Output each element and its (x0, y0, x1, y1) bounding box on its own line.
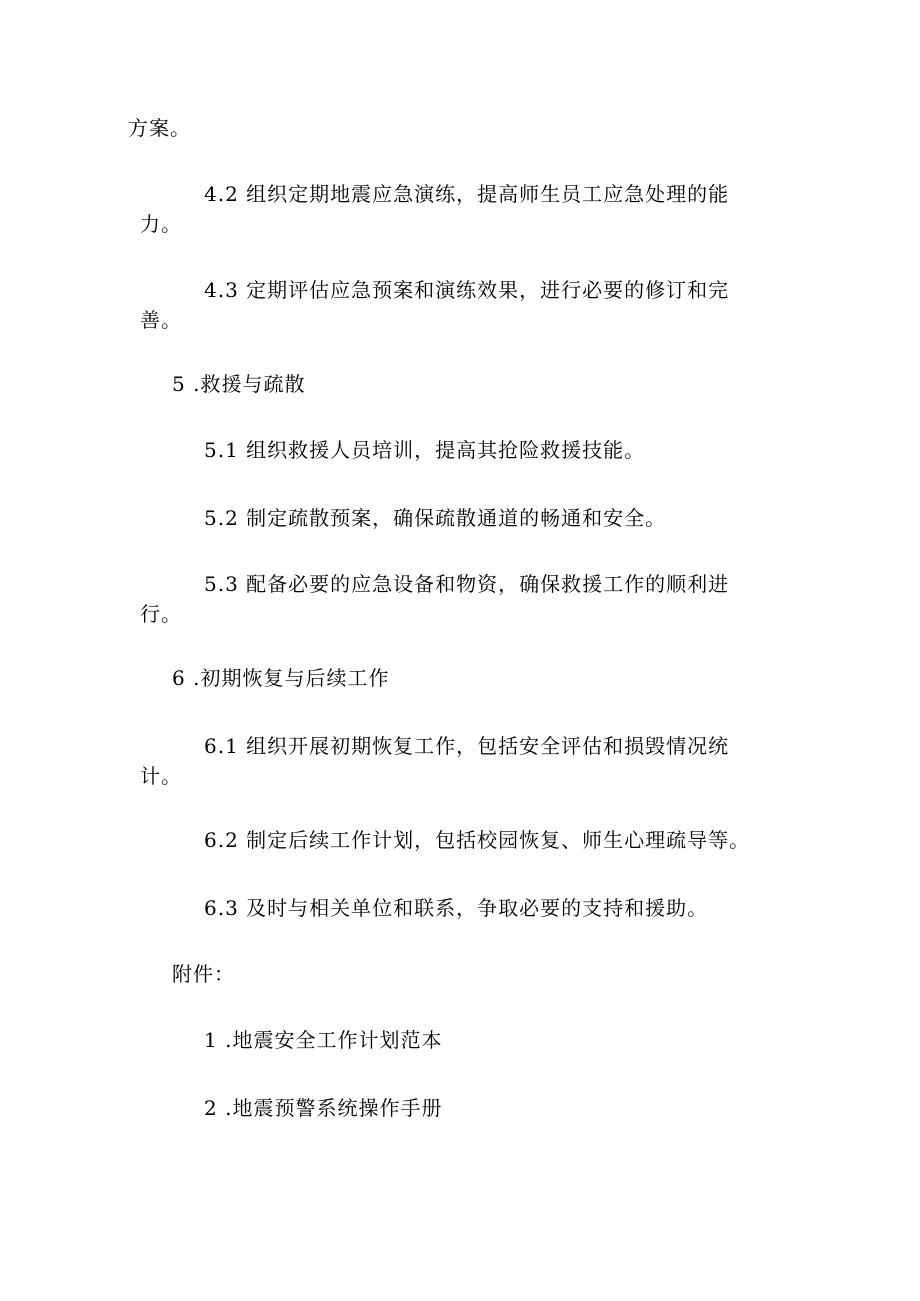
paragraph-4-2-line-1: 4.2 组织定期地震应急演练，提高师生员工应急处理的能 (204, 182, 730, 206)
paragraph-5-2: 5.2 制定疏散预案，确保疏散通道的畅通和安全。 (204, 506, 667, 530)
paragraph-4-3-line-2: 善。 (140, 308, 182, 332)
section-heading-6: 6 .初期恢复与后续工作 (172, 666, 390, 690)
paragraph-5-3-line-1: 5.3 配备必要的应急设备和物资，确保救援工作的顺利进 (204, 572, 730, 596)
paragraph-6-1-line-1: 6.1 组织开展初期恢复工作，包括安全评估和损毁情况统 (204, 734, 730, 758)
paragraph-5-3-line-2: 行。 (140, 602, 182, 626)
paragraph-6-1-line-2: 计。 (140, 764, 182, 788)
section-heading-5: 5 .救援与疏散 (172, 372, 306, 396)
paragraph-4-2-line-2: 力。 (140, 212, 182, 236)
attachments-heading: 附件： (172, 962, 235, 986)
paragraph-6-3: 6.3 及时与相关单位和联系，争取必要的支持和援助。 (204, 896, 709, 920)
paragraph-5-1: 5.1 组织救援人员培训，提高其抢险救援技能。 (204, 438, 646, 462)
paragraph-4-3-line-1: 4.3 定期评估应急预案和演练效果，进行必要的修订和完 (204, 278, 730, 302)
paragraph-6-2: 6.2 制定后续工作计划，包括校园恢复、师生心理疏导等。 (204, 828, 751, 852)
paragraph-line: 方案。 (128, 116, 191, 140)
attachment-item-1: 1 .地震安全工作计划范本 (204, 1028, 443, 1052)
attachment-item-2: 2 .地震预警系统操作手册 (204, 1096, 443, 1120)
